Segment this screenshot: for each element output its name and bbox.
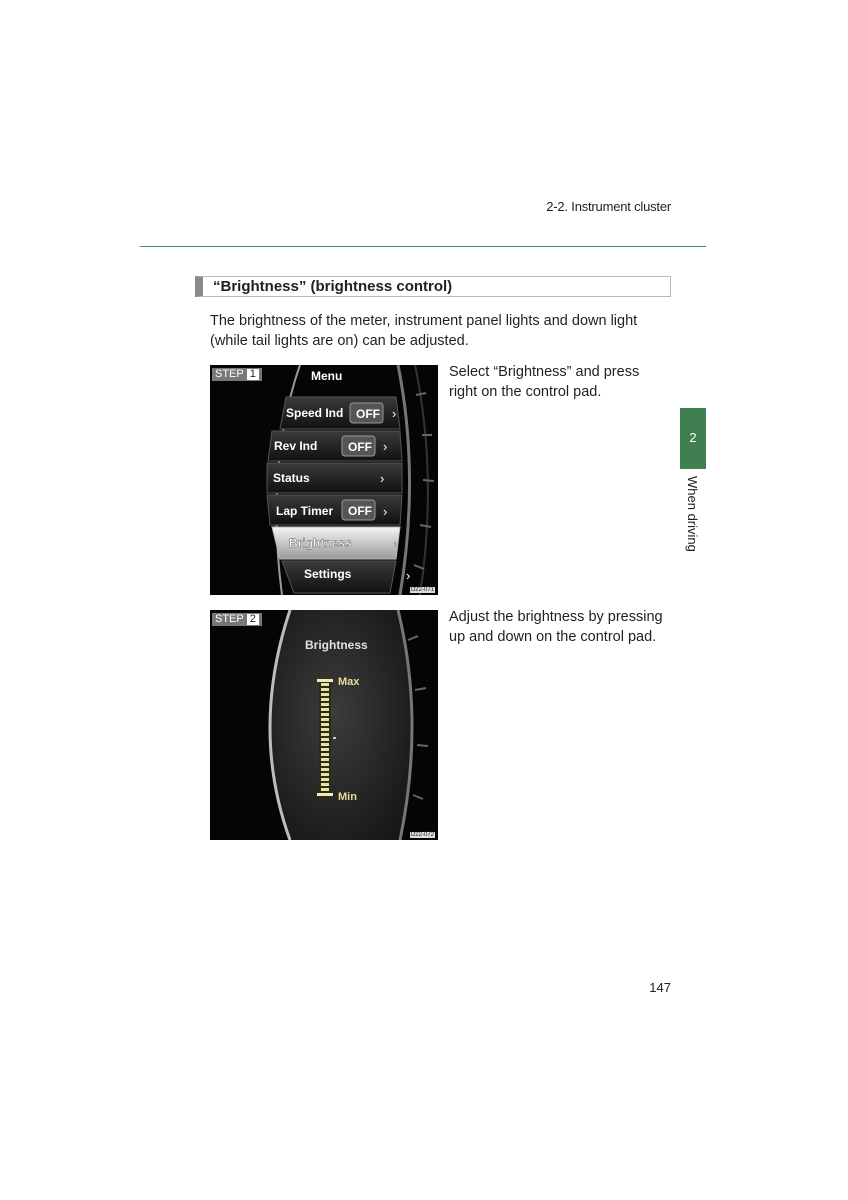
menu-item-brightness: Brightness: [289, 536, 352, 550]
brightness-bar-segment: [321, 688, 329, 691]
step1-number: 1: [247, 369, 259, 380]
menu-arrow-brightness: ›: [393, 536, 398, 551]
page-number: 147: [649, 980, 671, 995]
step1-screen: [210, 365, 438, 595]
step2-label: [212, 613, 262, 626]
brightness-bar-segment: [321, 703, 329, 706]
menu-value-speed-ind: OFF: [356, 407, 380, 421]
brightness-bar-segment: [321, 743, 329, 746]
brightness-bar-segment: [321, 708, 329, 711]
menu-arrow-settings: ›: [406, 568, 411, 583]
brightness-bar-segment: [321, 698, 329, 701]
chapter-tab: [680, 408, 706, 469]
heading-title: “Brightness” (brightness control): [213, 278, 453, 295]
step2-image-code: O22-072: [410, 832, 434, 838]
brightness-title: Brightness: [305, 638, 368, 652]
heading-box: [195, 276, 671, 297]
brightness-bar-segment: [321, 723, 329, 726]
brightness-bar-segment: [321, 763, 329, 766]
brightness-max-label: Max: [338, 676, 360, 688]
step1-image-code: O22-071: [410, 587, 434, 593]
chapter-title: When driving: [685, 476, 700, 552]
step2-description: Adjust the brightness by pressing up and down on the control pad.: [449, 609, 663, 645]
brightness-bar-segment: [321, 758, 329, 761]
brightness-bar-segment: [321, 788, 329, 791]
step1-description: Select “Brightness” and press right on the control pad.: [449, 364, 640, 400]
step1-label-text: STEP: [215, 368, 244, 380]
menu-display-illustration: [210, 365, 438, 595]
menu-item-status: Status: [273, 471, 310, 485]
brightness-bar-segment: [321, 738, 329, 741]
brightness-bar-segment: [321, 773, 329, 776]
menu-item-lap-timer: Lap Timer: [276, 504, 334, 518]
section-label: 2-2. Instrument cluster: [546, 199, 671, 214]
menu-arrow-rev-ind: ›: [383, 439, 388, 454]
brightness-bar-segment: [321, 728, 329, 731]
menu-arrow-lap-timer: ›: [383, 504, 388, 519]
menu-value-rev-ind: OFF: [348, 440, 372, 454]
brightness-bar-segment: [321, 783, 329, 786]
brightness-bar-segment: [321, 683, 329, 686]
menu-value-lap-timer: OFF: [348, 504, 372, 518]
brightness-bar-segment: [321, 733, 329, 736]
menu-arrow-status: ›: [380, 471, 385, 486]
brightness-bar-segment: [321, 693, 329, 696]
menu-rows: [267, 397, 402, 593]
brightness-display-illustration: [210, 610, 438, 840]
step2-screen: [210, 610, 438, 840]
brightness-bar-segment: [321, 713, 329, 716]
menu-item-rev-ind: Rev Ind: [274, 439, 318, 453]
intro-paragraph: The brightness of the meter, instrument panel lights and down light (while tail lights are on) can be adjusted.: [210, 313, 638, 349]
menu-item-speed-ind: Speed Ind: [286, 406, 344, 420]
brightness-bar-segment: [321, 748, 329, 751]
menu-arrow-speed-ind: ›: [392, 406, 397, 421]
brightness-min-label: Min: [338, 791, 357, 803]
step1-label: [212, 368, 262, 381]
brightness-bar-segment: [321, 753, 329, 756]
brightness-bar-segment: [321, 778, 329, 781]
brightness-bar-segment: [321, 768, 329, 771]
menu-title: Menu: [311, 369, 343, 383]
chapter-number: 2: [689, 430, 697, 445]
header-rule: [140, 246, 706, 247]
step2-number: 2: [247, 614, 259, 625]
brightness-bar-segment: [321, 718, 329, 721]
menu-item-settings: Settings: [304, 567, 352, 581]
step2-label-text: STEP: [215, 613, 244, 625]
